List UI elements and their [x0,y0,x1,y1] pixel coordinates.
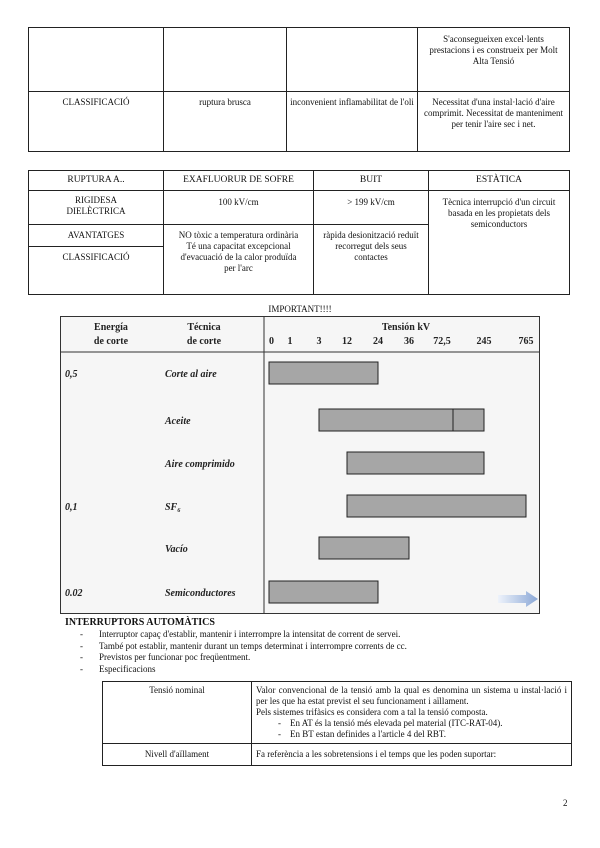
page-number: 2 [563,798,568,808]
top-r2-c1: CLASSIFICACIÓ [29,92,164,152]
tecnica-label: Semiconductores [165,588,236,599]
classificacio-label: CLASSIFICACIÓ [29,247,164,295]
sf6-avantatges: NO tòxic a temperatura ordinària Té una capacitat excepcional d'evacuació de la calor produïda per l'arc [164,225,314,295]
hdr-estatica: ESTÀTICA [429,171,570,191]
avantatges-label: AVANTATGES [29,225,164,247]
breaking-technique-chart [60,316,540,614]
tension-tick-label: 0 [269,336,274,347]
tecnica-label: Vacío [165,544,188,555]
buit-avantatges: ràpida desionització reduït recorregut dels seus contactes [314,225,429,295]
top-table [28,27,570,152]
rigidesa-label: RIGIDESA DIELÈCTRICA [29,191,164,225]
chart-svg [61,317,539,613]
hdr-tecnica-1: Técnica [187,322,221,333]
bullet-item: - Interruptor capaç d'establir, mantenir i interrompre la intensitat de corrent de servei. [90,629,573,641]
bullet-item: - Previstos per funcionar poc freqüentment. [90,652,573,664]
top-r2-c4: Necessitat d'una instal·lació d'aire comprimit. Necessitat de manteniment per tenir l'aire sec i net. [418,92,570,152]
section-bullets [83,629,573,675]
tension-range-bar [269,581,378,603]
section-title: INTERRUPTORS AUTOMÀTICS [65,617,215,628]
tensio-text: Valor convencional de la tensió amb la qual es denomina un sistema u instal·lació i per les que ha estat previst el seu funcionament i aïllament. [256,685,567,706]
top-r1-c2 [164,28,287,92]
tension-tick-label: 1 [287,336,293,347]
top-r1-c4: S'aconsegueixen excel·lents prestacions i es construeix per Molt Alta Tensió [418,28,570,92]
tensio-label: Tensió nominal [103,682,252,744]
top-r1-c3 [287,28,418,92]
top-r2-c3: inconvenient inflamabilitat de l'oli [287,92,418,152]
tension-tick-label: 36 [404,336,414,347]
top-r2-c2: ruptura brusca [164,92,287,152]
tensio-text2: Pels sistemes trifàsics es considera com a tal la tensió composta. [256,707,488,717]
tension-tick-label: 3 [316,336,322,347]
tension-tick-label: 245 [476,336,492,347]
tension-range-bar [319,409,484,431]
hdr-tension: Tensión kV [381,322,431,333]
energia-label: 0,5 [65,369,78,380]
hdr-energia-2: de corte [93,336,129,347]
hdr-sf6: EXAFLUORUR DE SOFRE [164,171,314,191]
tension-range-bar [269,362,378,384]
important-note: IMPORTANT!!!! [268,304,332,314]
energia-label: 0,1 [65,502,78,513]
top-r1-c1 [29,28,164,92]
bullet-item: - També pot establir, mantenir durant un temps determinat i interrompre corrents de cc. [90,641,573,653]
specifications-table [102,681,572,766]
aillament-label: Nivell d'aïllament [103,744,252,766]
tension-range-bar [347,495,526,517]
tensio-sub1: - En AT és la tensió més elevada pel material (ITC-RAT-04). [256,718,567,729]
hdr-ruptura: RUPTURA A.. [29,171,164,191]
tensio-sub2: - En BT estan definides a l'article 4 del RBT. [256,729,567,740]
tension-tick-label: 12 [342,336,352,347]
tecnica-label: Aire comprimido [165,459,235,470]
aillament-text: Fa referència a les sobretensions i el temps que les poden suportar: [252,744,572,766]
ruptura-table [28,170,570,295]
rigidesa-sf6: 100 kV/cm [164,191,314,225]
estatica-text: Tècnica interrupció d'un circuit basada en les propietats dels semiconductors [429,191,570,295]
tecnica-label: SF₆ [165,502,181,513]
tension-range-bar [347,452,484,474]
tension-tick-label: 72,5 [433,336,451,347]
tecnica-label: Aceite [165,416,191,427]
rigidesa-buit: > 199 kV/cm [314,191,429,225]
tecnica-label: Corte al aire [165,369,217,380]
tension-tick-label: 765 [518,336,534,347]
hdr-energia-1: Energía [94,322,128,333]
tension-range-bar [319,537,409,559]
energia-label: 0.02 [65,588,83,599]
hdr-buit: BUIT [314,171,429,191]
arrow-right-icon [498,591,538,607]
bullet-item: - Especificacions [90,664,573,676]
tension-tick-label: 24 [373,336,383,347]
hdr-tecnica-2: de corte [186,336,222,347]
